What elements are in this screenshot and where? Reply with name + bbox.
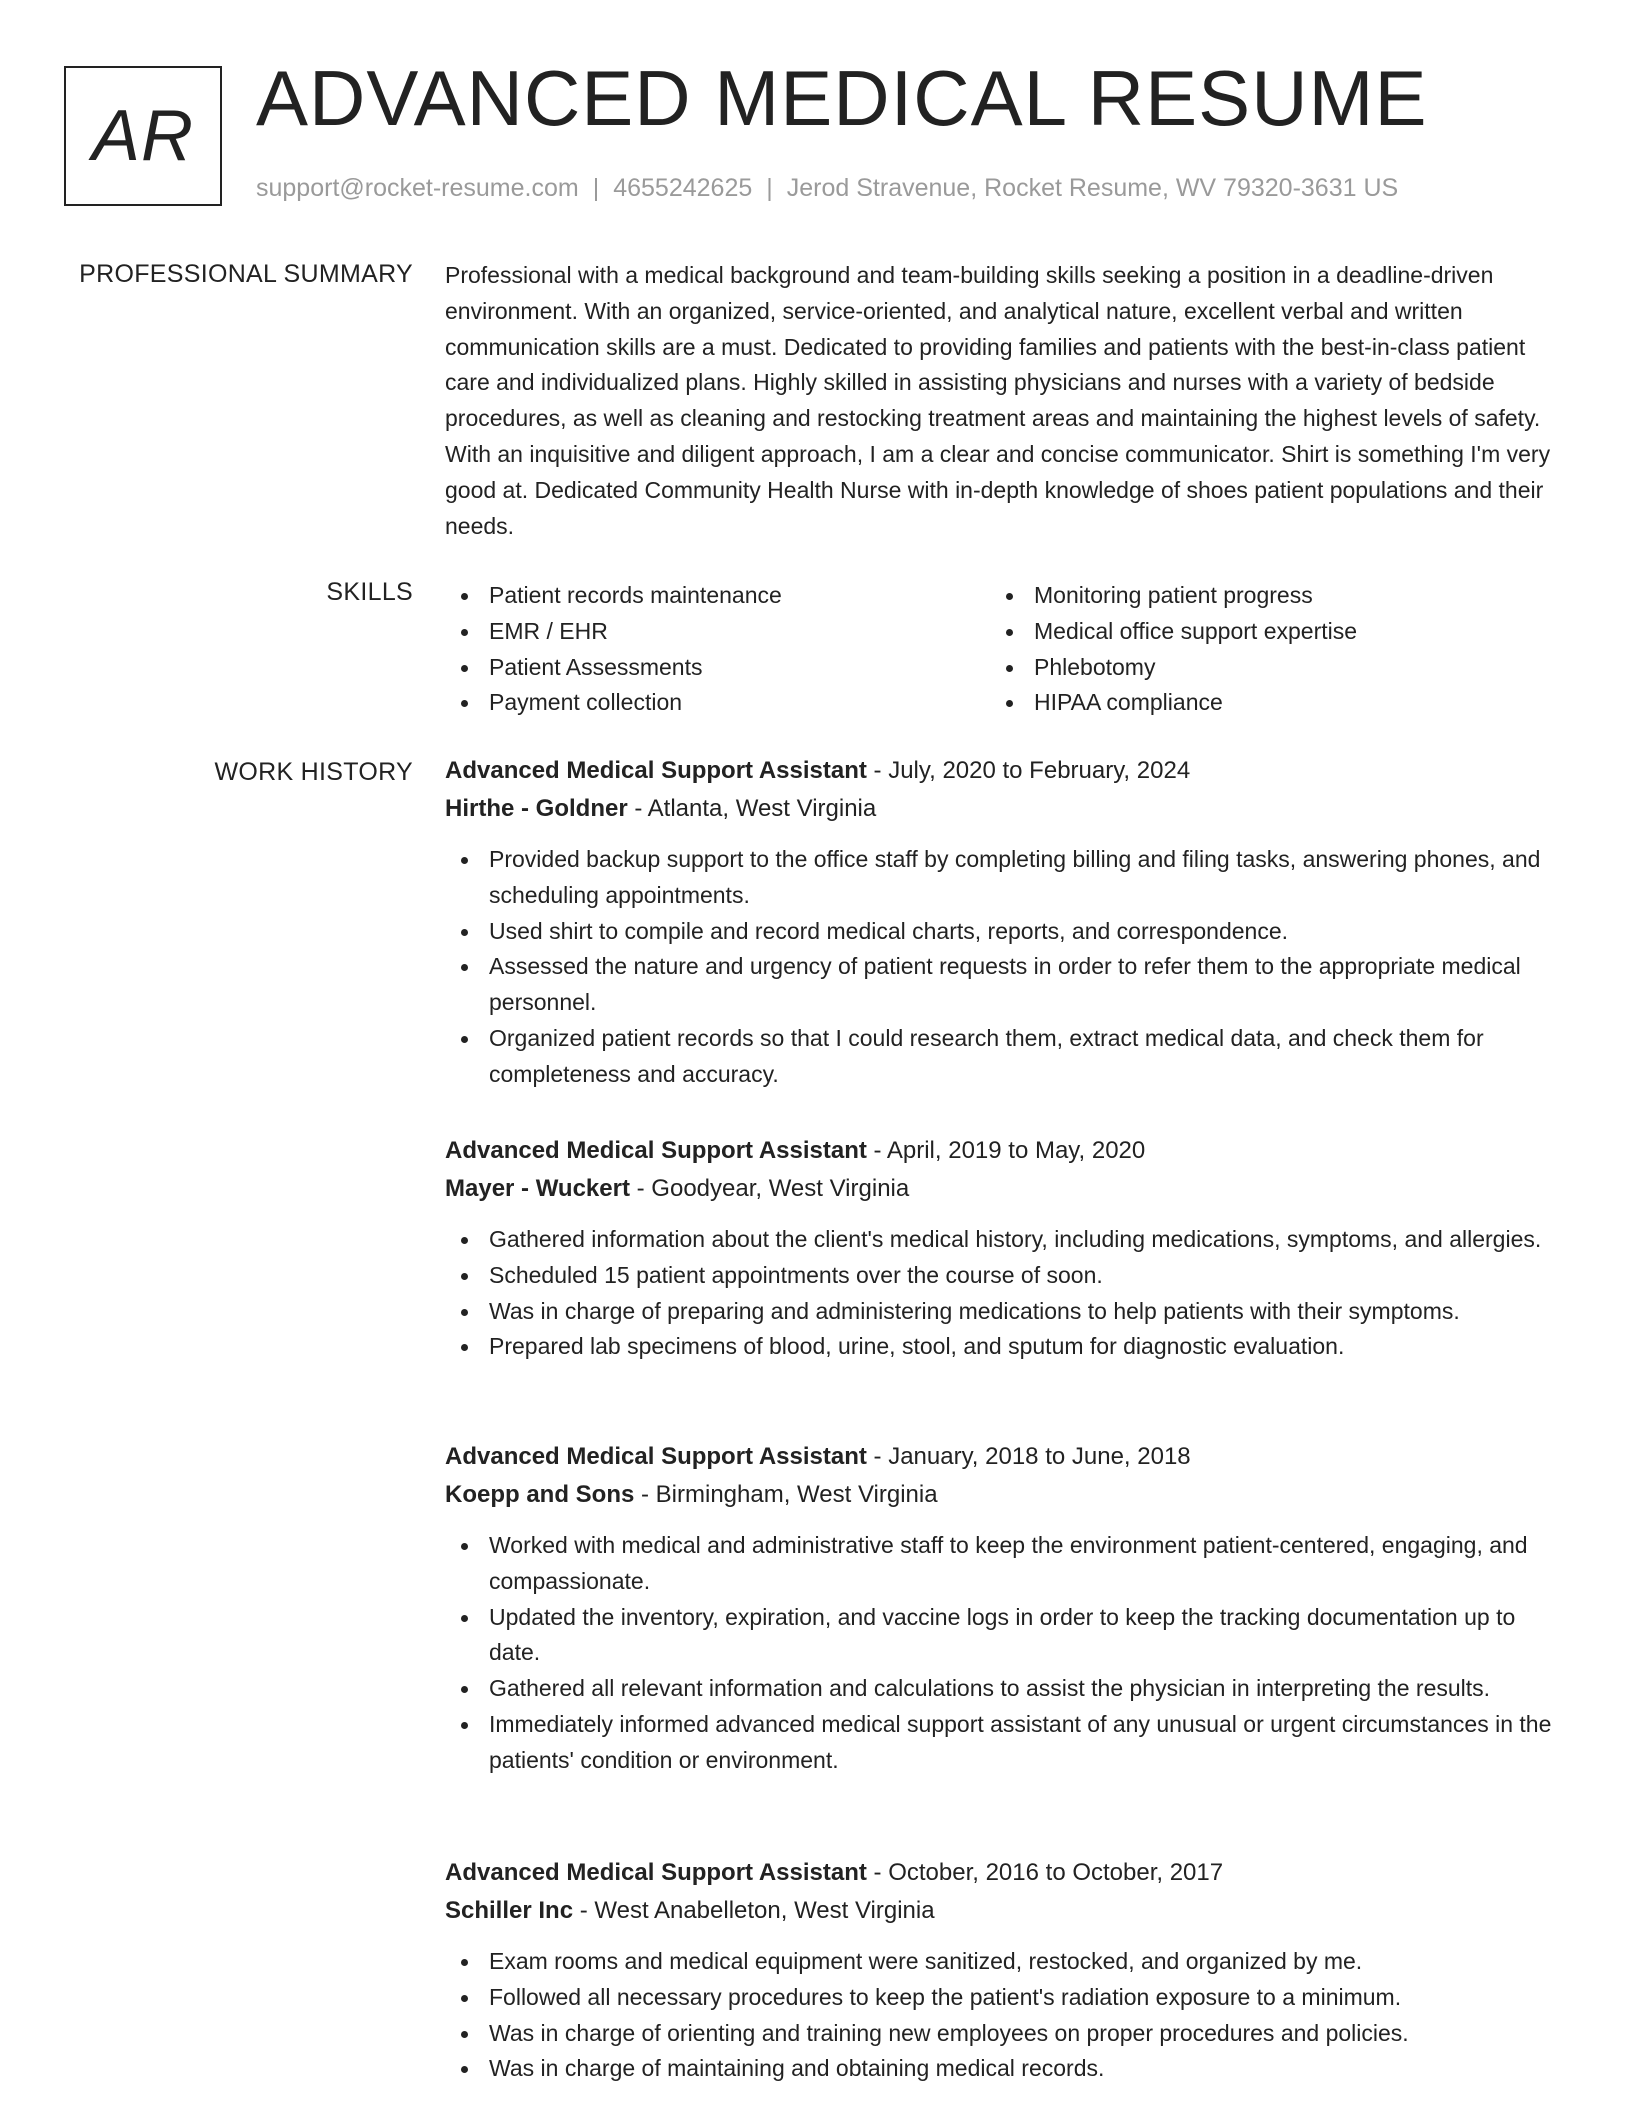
monogram-initials: AR (64, 66, 222, 206)
contact-separator: | (592, 174, 600, 202)
job-role: Advanced Medical Support Assistant (445, 1859, 867, 1886)
job-duty: Was in charge of maintaining and obtaining medical records. (445, 2051, 1565, 2087)
job-entry (445, 1438, 1565, 1779)
summary-heading: PROFESSIONAL SUMMARY (79, 260, 413, 288)
contact-address: Jerod Stravenue, Rocket Resume, WV 79320-3631 US (786, 174, 1399, 202)
job-duties (445, 1528, 1565, 1779)
skill-item: Phlebotomy (990, 650, 1535, 686)
skill-item: HIPAA compliance (990, 685, 1535, 721)
skill-item: Medical office support expertise (990, 614, 1535, 650)
job-title-line (445, 752, 1565, 790)
skill-item: EMR / EHR (445, 614, 990, 650)
skills-body (445, 578, 1565, 721)
job-company: Mayer - Wuckert (445, 1175, 630, 1202)
job-company-line (445, 790, 1565, 828)
job-entry (445, 752, 1565, 1093)
job-location: - Birmingham, West Virginia (634, 1481, 938, 1508)
job-company-line (445, 1170, 1565, 1208)
job-duty: Followed all necessary procedures to keep the patient's radiation exposure to a minimum. (445, 1980, 1565, 2016)
job-dates: - January, 2018 to June, 2018 (866, 1443, 1191, 1470)
job-duty: Organized patient records so that I could research them, extract medical data, and check them for completeness and accuracy. (445, 1021, 1565, 1093)
job-company-line (445, 1476, 1565, 1514)
contact-email: support@rocket-resume.com (256, 174, 579, 202)
job-location: - Atlanta, West Virginia (627, 795, 877, 822)
job-role: Advanced Medical Support Assistant (445, 1443, 867, 1470)
job-company: Hirthe - Goldner (445, 795, 628, 822)
job-duties (445, 1944, 1565, 2087)
job-duty: Assessed the nature and urgency of patient requests in order to refer them to the appropriate medical personnel. (445, 949, 1565, 1021)
contact-separator: | (766, 174, 773, 202)
job-duty: Worked with medical and administrative staff to keep the environment patient-centered, engaging, and compassionate. (445, 1528, 1565, 1600)
job-duty: Gathered information about the client's medical history, including medications, symptoms, and allergies. (445, 1222, 1565, 1258)
contact-phone: 4655242625 (613, 174, 753, 202)
job-duty: Exam rooms and medical equipment were sanitized, restocked, and organized by me. (445, 1944, 1565, 1980)
skill-item: Patient Assessments (445, 650, 990, 686)
skill-item: Payment collection (445, 685, 990, 721)
summary-body (445, 258, 1565, 544)
job-duty: Prepared lab specimens of blood, urine, stool, and sputum for diagnostic evaluation. (445, 1329, 1565, 1365)
job-company: Koepp and Sons (445, 1481, 635, 1508)
job-entry (445, 1854, 1565, 2087)
job-duty: Scheduled 15 patient appointments over the course of soon. (445, 1258, 1565, 1294)
summary-text: Professional with a medical background and team-building skills seeking a position in a deadline-driven environment. With an organized, service-oriented, and analytical nature, excellent verbal and written communication skills are a must. Dedicated to providing families and patients with the best-in-class patient care and individualized plans. Highly skilled in assisting physicians and nurses with a variety of bedside procedures, as well as cleaning and restocking treatment areas and maintaining the highest levels of safety. With an inquisitive and diligent approach, I am a clear and concise communicator. Shirt is something I'm very good at. Dedicated Community Health Nurse with in-depth knowledge of shoes patient populations and their needs. (445, 262, 1551, 539)
job-title-line (445, 1438, 1565, 1476)
skills-heading: SKILLS (326, 578, 413, 606)
job-dates: - July, 2020 to February, 2024 (866, 757, 1191, 784)
job-location: - West Anabelleton, West Virginia (573, 1897, 935, 1924)
candidate-name: ADVANCED MEDICAL RESUME (256, 54, 1428, 142)
job-dates: - April, 2019 to May, 2020 (866, 1137, 1146, 1164)
job-entry (445, 1132, 1565, 1365)
job-company: Schiller Inc (445, 1897, 574, 1924)
job-duty: Provided backup support to the office staff by completing billing and filing tasks, answering phones, and scheduling appointments. (445, 842, 1565, 914)
job-duty: Used shirt to compile and record medical charts, reports, and correspondence. (445, 914, 1565, 950)
skills-list-right (990, 578, 1535, 721)
job-dates: - October, 2016 to October, 2017 (866, 1859, 1224, 1886)
job-company-line (445, 1892, 1565, 1930)
job-duty: Was in charge of preparing and administering medications to help patients with their symptoms. (445, 1294, 1565, 1330)
job-location: - Goodyear, West Virginia (629, 1175, 910, 1202)
job-role: Advanced Medical Support Assistant (445, 757, 867, 784)
skills-list-left (445, 578, 990, 721)
skills-grid (445, 578, 1565, 721)
job-duties (445, 1222, 1565, 1365)
job-title-line (445, 1854, 1565, 1892)
skill-item: Monitoring patient progress (990, 578, 1535, 614)
job-duty: Gathered all relevant information and calculations to assist the physician in interpreting the results. (445, 1671, 1565, 1707)
work-history-heading: WORK HISTORY (214, 758, 413, 786)
job-title-line (445, 1132, 1565, 1170)
job-role: Advanced Medical Support Assistant (445, 1137, 867, 1164)
contact-line (256, 174, 1398, 203)
skill-item: Patient records maintenance (445, 578, 990, 614)
job-duty: Updated the inventory, expiration, and vaccine logs in order to keep the tracking documentation up to date. (445, 1600, 1565, 1672)
job-duty: Immediately informed advanced medical support assistant of any unusual or urgent circumstances in the patients' condition or environment. (445, 1707, 1565, 1779)
job-duties (445, 842, 1565, 1093)
job-duty: Was in charge of orienting and training new employees on proper procedures and policies. (445, 2016, 1565, 2052)
